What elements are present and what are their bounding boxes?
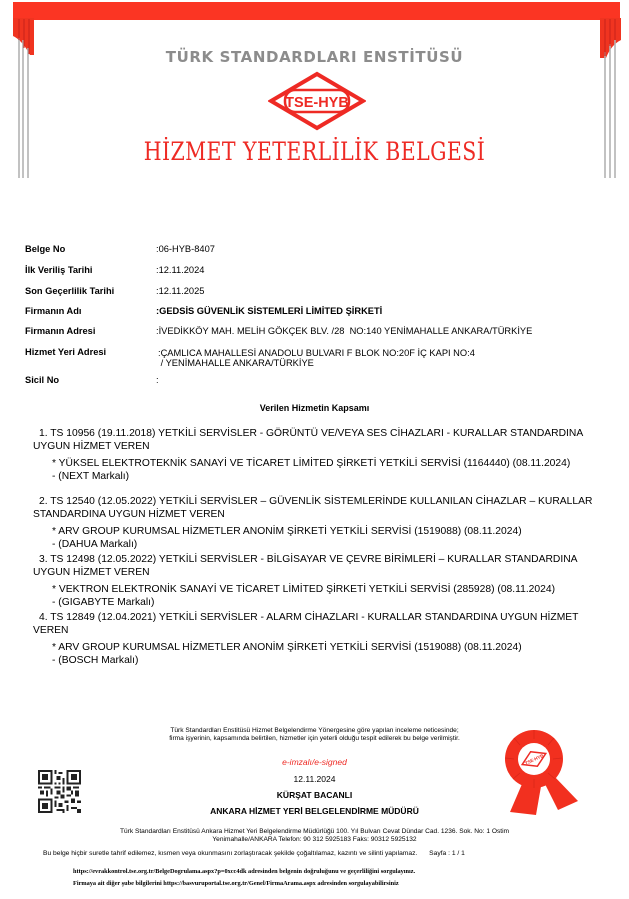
scope-item-service: * VEKTRON ELEKTRONİK SANAYİ VE TİCARET LİMİTED ŞİRKETİ YETKİLİ SERVİSİ (285928) (08.11.2024): [52, 584, 556, 595]
scope-item-head: 1. TS 10956 (19.11.2018) YETKİLİ SERVİSLER - GÖRÜNTÜ VE/VEYA SES CİHAZLARI - KURALLAR STANDARDINA UYGUN HİZMET VEREN: [33, 428, 583, 452]
field-label: Firmanın Adı: [25, 306, 82, 316]
field-label: Sicil No: [25, 375, 60, 385]
statement-line-2: firma işyerinin, kapsamında belirtilen, hizmetler için yeterli olduğu tespit edilerek bu belge verilmiştir.: [169, 735, 460, 742]
signatory-position: ANKARA HİZMET YERİ BELGELENDİRME MÜDÜRÜ: [210, 806, 419, 816]
statement-line-1: Türk Standardları Enstitüsü Hizmet Belgelendirme Yönergesine göre yapılan inceleme neticesinde;: [170, 727, 459, 734]
field-value: :12.11.2025: [156, 286, 205, 296]
logo-text: TSE-HYB: [285, 95, 349, 111]
scope-item-service: * ARV GROUP KURUMSAL HİZMETLER ANONİM ŞİRKETİ YETKİLİ SERVİSİ (1519088) (08.11.2024): [52, 526, 522, 537]
scope-item-service: * YÜKSEL ELEKTROTEKNİK SANAYİ VE TİCARET LİMİTED ŞİRKETİ YETKİLİ SERVİSİ (1164440) (08.11.2024): [52, 458, 571, 469]
signature-date: 12.11.2024: [293, 774, 336, 784]
scope-item-brand: - (BOSCH Markalı): [52, 654, 139, 666]
field-value: :06-HYB-8407: [156, 244, 215, 254]
scope-item-head: 4. TS 12849 (12.04.2021) YETKİLİ SERVİSLER - ALARM CİHAZLARI - KURALLAR STANDARDINA UYGUN HİZMET VEREN: [33, 612, 579, 636]
e-signed-label: e-imzalı/e-signed: [282, 757, 347, 767]
warning-text: Bu belge hiçbir suretle tahrif edilemez, kısmen veya okunmasını zorlaştıracak şekilde çoğaltılamaz, kazıntı ve silinti yapılamaz.: [43, 850, 418, 857]
signatory-name: KÜRŞAT BACANLI: [276, 790, 353, 800]
scope-item-brand: - (DAHUA Markalı): [52, 538, 138, 550]
footer-warning: [43, 850, 465, 857]
scope-item: [33, 554, 608, 609]
page-number: Sayfa : 1 / 1: [429, 850, 465, 857]
scope-item-brand: - (NEXT Markalı): [52, 470, 130, 482]
scope-item-service: * ARV GROUP KURUMSAL HİZMETLER ANONİM ŞİRKETİ YETKİLİ SERVİSİ (1519088) (08.11.2024): [52, 642, 522, 653]
field-label: İlk Veriliş Tarihi: [25, 265, 93, 275]
branches-link-text[interactable]: Firmaya ait diğer şube bilgilerini https://basvuruportal.tse.org.tr/Genel/FirmaArama.aspx adresinden sorgulayabilirsiniz: [73, 880, 399, 887]
field-value: :ÇAMLICA MAHALLESİ ANADOLU BULVARI F BLOK NO:20F İÇ KAPI NO:4 / YENİMAHALLE ANKARA/TÜRKİYE: [158, 348, 475, 368]
verify-link-text[interactable]: https://evrakkontrol.tse.org.tr/BelgeDogrulama.aspx?p=0xcc4dk adresinden belgenin doğruluğunu ve geçerliliğini sorgulayınız.: [73, 868, 416, 875]
field-label: Firmanın Adresi: [25, 326, 96, 336]
seal-text: TSE-HYB: [524, 753, 545, 766]
scope-item: [33, 612, 608, 667]
document-title: HİZMET YETERLİLİK BELGESİ: [143, 137, 486, 166]
field-label: Belge No: [25, 244, 66, 254]
scope-item-brand: - (GIGABYTE Markalı): [52, 596, 155, 608]
scope-item-head: 3. TS 12498 (12.05.2022) YETKİLİ SERVİSLER - BİLGİSAYAR VE ÇEVRE BİRİMLERİ – KURALLAR STANDARDINA UYGUN HİZMET VEREN: [33, 554, 577, 578]
field-value: :İVEDİKKÖY MAH. MELİH GÖKÇEK BLV. /28 NO:140 YENİMAHALLE ANKARA/TÜRKİYE: [156, 326, 533, 336]
field-label: Hizmet Yeri Adresi: [25, 347, 107, 357]
scope-item: [33, 496, 608, 551]
field-value: :GEDSİS GÜVENLİK SİSTEMLERİ LİMİTED ŞİRKETİ: [156, 306, 383, 316]
rosette-seal-icon: [498, 725, 590, 815]
tse-hyb-logo: [268, 71, 366, 131]
scope-item: [33, 428, 608, 483]
scope-title: Verilen Hizmetin Kapsamı: [259, 403, 370, 413]
field-value: :: [156, 375, 159, 385]
field-value: :12.11.2024: [156, 265, 205, 275]
field-label: Son Geçerlilik Tarihi: [25, 286, 115, 296]
footer-address-1: Türk Standardları Enstitüsü Ankara Hizmet Yeri Belgelendirme Müdürlüğü 100. Yıl Bulvarı Cevat Dündar Cad. 1236. Sok. No: 1 Ostim: [119, 828, 510, 835]
institution-name: TÜRK STANDARDLARI ENSTİTÜSÜ: [165, 48, 464, 66]
scope-item-head: 2. TS 12540 (12.05.2022) YETKİLİ SERVİSLER – GÜVENLİK SİSTEMLERİNDE KULLANILAN CİHAZLAR – KURALLAR STANDARDINA UYGUN HİZMET VEREN: [33, 496, 593, 520]
footer-address-2: Yenimahalle/ANKARA Telefon: 90 312 5925183 Faks: 90312 5925132: [212, 836, 417, 843]
